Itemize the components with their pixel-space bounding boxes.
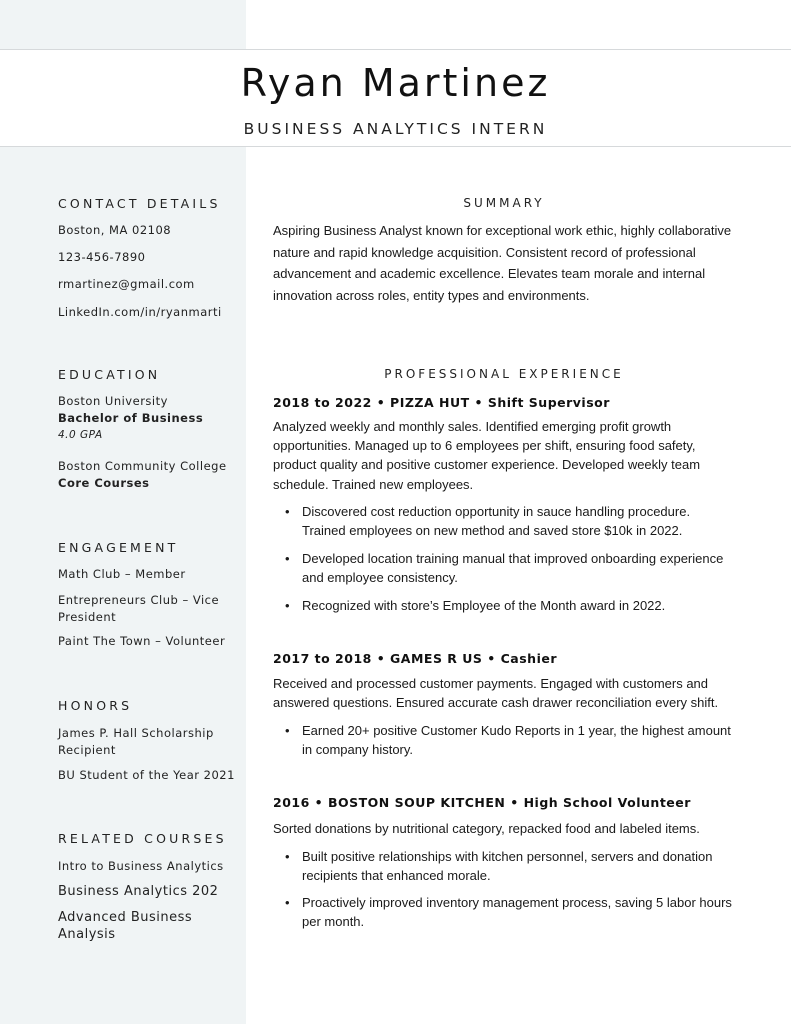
course-item: Advanced Business Analysis: [58, 910, 193, 942]
course-item: Intro to Business Analytics: [58, 859, 224, 873]
summary-heading: SUMMARY: [463, 196, 545, 210]
education-heading: EDUCATION: [58, 367, 161, 382]
contact-phone: 123-456-7890: [58, 250, 146, 264]
experience-heading: PROFESSIONAL EXPERIENCE: [384, 367, 624, 381]
honors-item: James P. Hall Scholarship Recipient: [58, 726, 214, 757]
engagement-item: Math Club – Member: [58, 567, 186, 581]
job-header: 2018 to 2022 • PIZZA HUT • Shift Supervisor: [273, 395, 610, 410]
bullet-icon: •: [285, 504, 290, 519]
bullet-icon: •: [285, 723, 290, 738]
job-description: Received and processed customer payments. Engaged with customers and answered questions. Ensured accurate cash drawer reconciliation every shift.: [273, 676, 719, 711]
job-header: 2016 • BOSTON SOUP KITCHEN • High School Volunteer: [273, 795, 691, 810]
contact-address: Boston, MA 02108: [58, 223, 172, 237]
candidate-title: BUSINESS ANALYTICS INTERN: [243, 120, 548, 138]
job-header: 2017 to 2018 • GAMES R US • Cashier: [273, 651, 558, 666]
bullet-text: Proactively improved inventory management process, saving 5 labor hours per month.: [302, 895, 732, 930]
summary-text: Aspiring Business Analyst known for exceptional work ethic, highly collaborative nature and rapid knowledge acquisition. Consistent record of professional advancement and academic excellence. Elevates team morale and internal innovation across roles, entity types and environments.: [273, 223, 732, 303]
honors-item: BU Student of the Year 2021: [58, 768, 235, 782]
education-gpa-1: 4.0 GPA: [58, 429, 103, 441]
contact-linkedin[interactable]: LinkedIn.com/in/ryanmarti: [58, 305, 222, 319]
bullet-icon: •: [285, 598, 290, 613]
bullet-icon: •: [285, 895, 290, 910]
candidate-name: Ryan Martinez: [240, 61, 551, 105]
engagement-heading: ENGAGEMENT: [58, 540, 179, 555]
bullet-icon: •: [285, 551, 290, 566]
honors-heading: HONORS: [58, 698, 133, 713]
bullet-icon: •: [285, 849, 290, 864]
bullet-text: Recognized with store’s Employee of the Month award in 2022.: [302, 598, 666, 613]
education-school-2: Boston Community College: [58, 459, 227, 473]
contact-heading: CONTACT DETAILS: [58, 196, 221, 211]
education-school-1: Boston University: [58, 394, 168, 408]
bullet-text: Discovered cost reduction opportunity in sauce handling procedure. Trained employees on new method and saved store $10k in 2022.: [302, 504, 691, 539]
education-degree-1: Bachelor of Business: [58, 411, 204, 425]
resume-header: [0, 49, 791, 147]
bullet-text: Earned 20+ positive Customer Kudo Reports in 1 year, the highest amount in company history.: [302, 723, 731, 758]
bullet-text: Built positive relationships with kitchen personnel, servers and donation recipients that enhanced morale.: [302, 849, 713, 884]
job-description: Analyzed weekly and monthly sales. Identified emerging profit growth opportunities. Managed up to 6 employees per shift, ensuring food safety, product quality and positive customer experience. Developed weekly team schedule. Trained new employees.: [273, 419, 701, 492]
engagement-item: Paint The Town – Volunteer: [58, 634, 226, 648]
engagement-item: Entrepreneurs Club – Vice President: [58, 593, 220, 624]
contact-email[interactable]: rmartinez@gmail.com: [58, 277, 195, 291]
bullet-text: Developed location training manual that improved onboarding experience and employee consistency.: [302, 551, 724, 586]
course-item: Business Analytics 202: [58, 884, 219, 899]
courses-heading: RELATED COURSES: [58, 831, 227, 846]
job-description: Sorted donations by nutritional category, repacked food and labeled items.: [273, 821, 700, 836]
education-degree-2: Core Courses: [58, 476, 150, 490]
